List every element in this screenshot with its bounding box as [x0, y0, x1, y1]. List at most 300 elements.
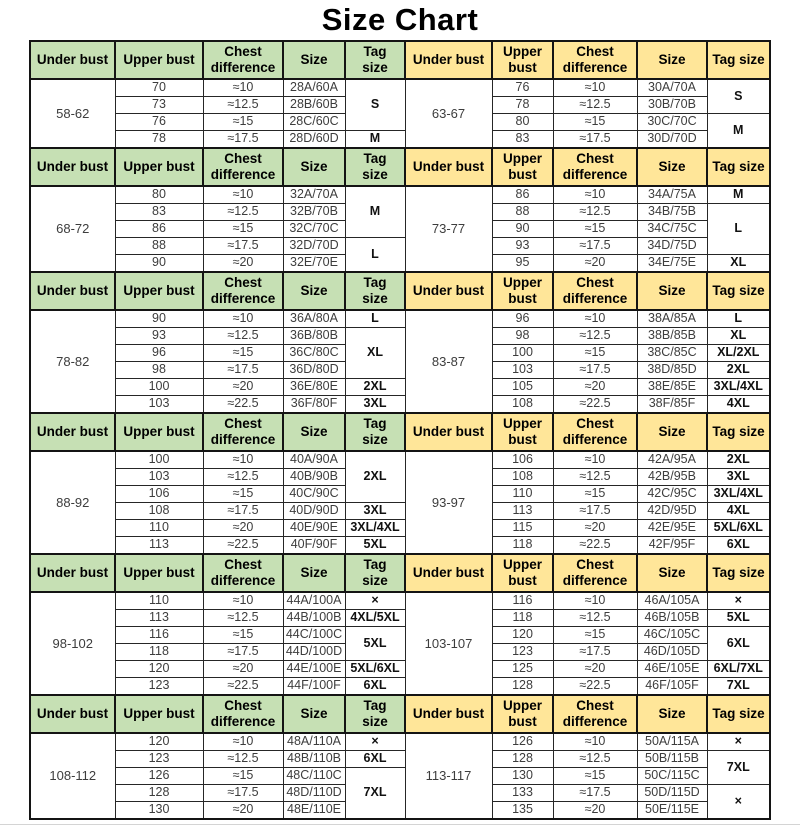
right-under-bust-range: 73-77 [405, 186, 492, 272]
right-under-bust-range: 63-67 [405, 79, 492, 148]
header-left-under-bust: Under bust [30, 554, 115, 592]
size-value: 40A/90A [283, 451, 345, 469]
header-left-size: Size [283, 272, 345, 310]
size-value: 38E/85E [637, 379, 707, 396]
upper-bust-value: 80 [115, 186, 203, 204]
size-value: 46C/105C [637, 627, 707, 644]
tag-size-value: 6XL [345, 678, 405, 696]
upper-bust-value: 130 [115, 802, 203, 820]
size-value: 44D/100D [283, 644, 345, 661]
size-value: 46D/105D [637, 644, 707, 661]
left-under-bust-range: 68-72 [30, 186, 115, 272]
size-chart-table [29, 40, 771, 820]
upper-bust-value: 113 [115, 610, 203, 627]
header-left-tag-size: Tag size [345, 554, 405, 592]
size-chart-body [30, 41, 770, 819]
chest-difference-value: ≈10 [553, 310, 637, 328]
size-value: 36C/80C [283, 345, 345, 362]
chest-difference-value: ≈15 [203, 486, 283, 503]
header-right-size: Size [637, 554, 707, 592]
header-right-size: Size [637, 413, 707, 451]
section-header-row [30, 272, 770, 310]
upper-bust-value: 130 [492, 768, 553, 785]
upper-bust-value: 118 [115, 644, 203, 661]
chest-difference-value: ≈20 [553, 255, 637, 273]
left-under-bust-range: 88-92 [30, 451, 115, 554]
tag-size-value: × [345, 592, 405, 610]
upper-bust-value: 90 [115, 310, 203, 328]
upper-bust-value: 76 [492, 79, 553, 97]
chest-difference-value: ≈12.5 [553, 97, 637, 114]
upper-bust-value: 100 [492, 345, 553, 362]
size-value: 44C/100C [283, 627, 345, 644]
size-value: 36F/80F [283, 396, 345, 414]
header-right-tag-size: Tag size [707, 272, 770, 310]
tag-size-value: 3XL/4XL [707, 486, 770, 503]
header-right-under-bust: Under bust [405, 41, 492, 79]
header-right-under-bust: Under bust [405, 413, 492, 451]
size-value: 50B/115B [637, 751, 707, 768]
header-right-chest-difference: Chest difference [553, 272, 637, 310]
chest-difference-value: ≈15 [553, 345, 637, 362]
upper-bust-value: 93 [492, 238, 553, 255]
size-value: 48E/110E [283, 802, 345, 820]
size-value: 44B/100B [283, 610, 345, 627]
tag-size-value: M [345, 186, 405, 238]
size-value: 38B/85B [637, 328, 707, 345]
chest-difference-value: ≈17.5 [203, 131, 283, 149]
section-header-row [30, 554, 770, 592]
left-under-bust-range: 98-102 [30, 592, 115, 695]
data-row [30, 238, 770, 255]
chest-difference-value: ≈20 [553, 802, 637, 820]
data-row [30, 451, 770, 469]
upper-bust-value: 98 [115, 362, 203, 379]
chest-difference-value: ≈15 [203, 345, 283, 362]
header-left-tag-size: Tag size [345, 148, 405, 186]
tag-size-value: M [707, 114, 770, 149]
upper-bust-value: 120 [115, 661, 203, 678]
size-value: 50A/115A [637, 733, 707, 751]
chest-difference-value: ≈12.5 [553, 328, 637, 345]
upper-bust-value: 105 [492, 379, 553, 396]
chest-difference-value: ≈10 [203, 79, 283, 97]
tag-size-value: 3XL [345, 503, 405, 520]
size-value: 40C/90C [283, 486, 345, 503]
header-right-size: Size [637, 272, 707, 310]
tag-size-value: 3XL [707, 469, 770, 486]
tag-size-value: 6XL/7XL [707, 661, 770, 678]
header-right-size: Size [637, 41, 707, 79]
chest-difference-value: ≈17.5 [203, 644, 283, 661]
data-row [30, 733, 770, 751]
tag-size-value: 6XL [345, 751, 405, 768]
upper-bust-value: 80 [492, 114, 553, 131]
data-row [30, 768, 770, 785]
upper-bust-value: 103 [115, 469, 203, 486]
size-value: 48B/110B [283, 751, 345, 768]
header-left-upper-bust: Upper bust [115, 413, 203, 451]
chest-difference-value: ≈10 [203, 733, 283, 751]
size-value: 34B/75B [637, 204, 707, 221]
size-value: 46F/105F [637, 678, 707, 696]
tag-size-value: M [707, 186, 770, 204]
chest-difference-value: ≈10 [553, 186, 637, 204]
header-right-chest-difference: Chest difference [553, 554, 637, 592]
header-left-size: Size [283, 413, 345, 451]
header-left-upper-bust: Upper bust [115, 695, 203, 733]
size-value: 36D/80D [283, 362, 345, 379]
tag-size-value: 2XL [707, 362, 770, 379]
header-left-chest-difference: Chest difference [203, 272, 283, 310]
header-left-upper-bust: Upper bust [115, 554, 203, 592]
size-value: 40E/90E [283, 520, 345, 537]
data-row [30, 328, 770, 345]
upper-bust-value: 103 [115, 396, 203, 414]
upper-bust-value: 116 [492, 592, 553, 610]
data-row [30, 396, 770, 414]
upper-bust-value: 125 [492, 661, 553, 678]
size-value: 40B/90B [283, 469, 345, 486]
header-right-tag-size: Tag size [707, 148, 770, 186]
data-row [30, 661, 770, 678]
chest-difference-value: ≈15 [553, 114, 637, 131]
tag-size-value: S [707, 79, 770, 114]
chest-difference-value: ≈22.5 [553, 678, 637, 696]
header-right-tag-size: Tag size [707, 554, 770, 592]
tag-size-value: 5XL [345, 537, 405, 555]
chest-difference-value: ≈12.5 [203, 204, 283, 221]
upper-bust-value: 88 [492, 204, 553, 221]
size-chart-page [0, 2, 800, 817]
header-right-upper-bust: Upper bust [492, 272, 553, 310]
header-left-size: Size [283, 695, 345, 733]
left-under-bust-range: 78-82 [30, 310, 115, 413]
upper-bust-value: 128 [492, 678, 553, 696]
size-value: 44A/100A [283, 592, 345, 610]
upper-bust-value: 106 [115, 486, 203, 503]
size-value: 42F/95F [637, 537, 707, 555]
size-value: 50D/115D [637, 785, 707, 802]
tag-size-value: XL/2XL [707, 345, 770, 362]
data-row [30, 678, 770, 696]
chest-difference-value: ≈12.5 [203, 610, 283, 627]
header-left-under-bust: Under bust [30, 41, 115, 79]
data-row [30, 310, 770, 328]
upper-bust-value: 123 [115, 751, 203, 768]
size-value: 36A/80A [283, 310, 345, 328]
header-left-size: Size [283, 148, 345, 186]
header-left-chest-difference: Chest difference [203, 41, 283, 79]
size-value: 32B/70B [283, 204, 345, 221]
upper-bust-value: 108 [492, 469, 553, 486]
tag-size-value: 6XL [707, 537, 770, 555]
tag-size-value: L [707, 310, 770, 328]
size-value: 28A/60A [283, 79, 345, 97]
size-value: 42D/95D [637, 503, 707, 520]
chest-difference-value: ≈12.5 [553, 610, 637, 627]
chest-difference-value: ≈22.5 [203, 537, 283, 555]
chest-difference-value: ≈12.5 [553, 204, 637, 221]
tag-size-value: XL [345, 328, 405, 379]
data-row [30, 751, 770, 768]
data-row [30, 503, 770, 520]
chest-difference-value: ≈22.5 [203, 396, 283, 414]
chest-difference-value: ≈20 [553, 379, 637, 396]
tag-size-value: 4XL [707, 503, 770, 520]
upper-bust-value: 116 [115, 627, 203, 644]
size-value: 38D/85D [637, 362, 707, 379]
header-left-chest-difference: Chest difference [203, 554, 283, 592]
upper-bust-value: 135 [492, 802, 553, 820]
header-right-under-bust: Under bust [405, 554, 492, 592]
left-under-bust-range: 108-112 [30, 733, 115, 819]
upper-bust-value: 76 [115, 114, 203, 131]
size-value: 42E/95E [637, 520, 707, 537]
chest-difference-value: ≈17.5 [203, 362, 283, 379]
tag-size-value: 5XL [707, 610, 770, 627]
chest-difference-value: ≈15 [553, 768, 637, 785]
chest-difference-value: ≈15 [203, 114, 283, 131]
size-value: 30C/70C [637, 114, 707, 131]
header-left-upper-bust: Upper bust [115, 272, 203, 310]
size-value: 28D/60D [283, 131, 345, 149]
size-value: 32A/70A [283, 186, 345, 204]
header-right-size: Size [637, 695, 707, 733]
upper-bust-value: 123 [492, 644, 553, 661]
upper-bust-value: 90 [115, 255, 203, 273]
upper-bust-value: 120 [492, 627, 553, 644]
header-left-tag-size: Tag size [345, 272, 405, 310]
size-value: 38C/85C [637, 345, 707, 362]
upper-bust-value: 100 [115, 379, 203, 396]
upper-bust-value: 113 [115, 537, 203, 555]
chest-difference-value: ≈10 [553, 733, 637, 751]
upper-bust-value: 108 [115, 503, 203, 520]
chest-difference-value: ≈17.5 [553, 644, 637, 661]
chest-difference-value: ≈10 [553, 79, 637, 97]
tag-size-value: × [345, 733, 405, 751]
size-value: 32E/70E [283, 255, 345, 273]
chest-difference-value: ≈17.5 [553, 131, 637, 149]
chest-difference-value: ≈15 [203, 768, 283, 785]
size-value: 36B/80B [283, 328, 345, 345]
tag-size-value: 6XL [707, 627, 770, 661]
size-value: 34D/75D [637, 238, 707, 255]
data-row [30, 186, 770, 204]
header-left-chest-difference: Chest difference [203, 148, 283, 186]
tag-size-value: 2XL [345, 379, 405, 396]
chest-difference-value: ≈15 [553, 486, 637, 503]
size-value: 38A/85A [637, 310, 707, 328]
tag-size-value: 7XL [707, 678, 770, 696]
size-value: 28C/60C [283, 114, 345, 131]
chest-difference-value: ≈15 [203, 627, 283, 644]
chest-difference-value: ≈10 [203, 310, 283, 328]
size-value: 32D/70D [283, 238, 345, 255]
tag-size-value: S [345, 79, 405, 131]
upper-bust-value: 86 [115, 221, 203, 238]
upper-bust-value: 90 [492, 221, 553, 238]
header-right-chest-difference: Chest difference [553, 695, 637, 733]
upper-bust-value: 73 [115, 97, 203, 114]
header-left-tag-size: Tag size [345, 695, 405, 733]
left-under-bust-range: 58-62 [30, 79, 115, 148]
upper-bust-value: 110 [115, 592, 203, 610]
chest-difference-value: ≈17.5 [203, 785, 283, 802]
size-value: 46B/105B [637, 610, 707, 627]
section-header-row [30, 41, 770, 79]
upper-bust-value: 106 [492, 451, 553, 469]
upper-bust-value: 83 [115, 204, 203, 221]
size-value: 44E/100E [283, 661, 345, 678]
header-left-under-bust: Under bust [30, 413, 115, 451]
chest-difference-value: ≈15 [553, 221, 637, 238]
chest-difference-value: ≈17.5 [203, 238, 283, 255]
size-value: 40D/90D [283, 503, 345, 520]
upper-bust-value: 83 [492, 131, 553, 149]
tag-size-value: 3XL/4XL [345, 520, 405, 537]
chest-difference-value: ≈12.5 [203, 328, 283, 345]
header-right-chest-difference: Chest difference [553, 41, 637, 79]
header-right-upper-bust: Upper bust [492, 413, 553, 451]
tag-size-value: 3XL [345, 396, 405, 414]
header-right-upper-bust: Upper bust [492, 148, 553, 186]
upper-bust-value: 126 [492, 733, 553, 751]
tag-size-value: XL [707, 255, 770, 273]
chest-difference-value: ≈10 [553, 451, 637, 469]
chest-difference-value: ≈10 [203, 592, 283, 610]
upper-bust-value: 98 [492, 328, 553, 345]
header-right-tag-size: Tag size [707, 413, 770, 451]
right-under-bust-range: 93-97 [405, 451, 492, 554]
page-title: Size Chart [321, 2, 479, 37]
upper-bust-value: 118 [492, 610, 553, 627]
size-value: 32C/70C [283, 221, 345, 238]
upper-bust-value: 96 [492, 310, 553, 328]
upper-bust-value: 115 [492, 520, 553, 537]
upper-bust-value: 126 [115, 768, 203, 785]
chest-difference-value: ≈12.5 [203, 97, 283, 114]
size-value: 42C/95C [637, 486, 707, 503]
tag-size-value: 7XL [345, 768, 405, 820]
header-left-chest-difference: Chest difference [203, 695, 283, 733]
upper-bust-value: 96 [115, 345, 203, 362]
upper-bust-value: 70 [115, 79, 203, 97]
header-left-under-bust: Under bust [30, 695, 115, 733]
upper-bust-value: 128 [115, 785, 203, 802]
tag-size-value: 4XL [707, 396, 770, 414]
tag-size-value: 5XL/6XL [345, 661, 405, 678]
size-value: 36E/80E [283, 379, 345, 396]
chest-difference-value: ≈22.5 [553, 537, 637, 555]
tag-size-value: 5XL/6XL [707, 520, 770, 537]
header-right-under-bust: Under bust [405, 272, 492, 310]
upper-bust-value: 110 [115, 520, 203, 537]
chest-difference-value: ≈20 [203, 661, 283, 678]
header-left-size: Size [283, 41, 345, 79]
data-row [30, 131, 770, 149]
upper-bust-value: 133 [492, 785, 553, 802]
upper-bust-value: 100 [115, 451, 203, 469]
upper-bust-value: 123 [115, 678, 203, 696]
chest-difference-value: ≈17.5 [553, 785, 637, 802]
header-right-size: Size [637, 148, 707, 186]
data-row [30, 592, 770, 610]
tag-size-value: XL [707, 328, 770, 345]
upper-bust-value: 88 [115, 238, 203, 255]
upper-bust-value: 108 [492, 396, 553, 414]
chest-difference-value: ≈20 [203, 379, 283, 396]
size-value: 48A/110A [283, 733, 345, 751]
upper-bust-value: 86 [492, 186, 553, 204]
tag-size-value: 2XL [345, 451, 405, 503]
chest-difference-value: ≈20 [553, 520, 637, 537]
tag-size-value: 3XL/4XL [707, 379, 770, 396]
chest-difference-value: ≈22.5 [553, 396, 637, 414]
size-value: 50C/115C [637, 768, 707, 785]
size-value: 30D/70D [637, 131, 707, 149]
tag-size-value: L [345, 310, 405, 328]
header-right-tag-size: Tag size [707, 695, 770, 733]
data-row [30, 520, 770, 537]
header-right-upper-bust: Upper bust [492, 41, 553, 79]
upper-bust-value: 113 [492, 503, 553, 520]
size-value: 34E/75E [637, 255, 707, 273]
header-right-chest-difference: Chest difference [553, 148, 637, 186]
size-value: 48D/110D [283, 785, 345, 802]
chest-difference-value: ≈17.5 [203, 503, 283, 520]
tag-size-value: 5XL [345, 627, 405, 661]
tag-size-value: 7XL [707, 751, 770, 785]
upper-bust-value: 78 [492, 97, 553, 114]
chest-difference-value: ≈20 [553, 661, 637, 678]
chest-difference-value: ≈17.5 [553, 503, 637, 520]
chest-difference-value: ≈22.5 [203, 678, 283, 696]
data-row [30, 79, 770, 97]
right-under-bust-range: 83-87 [405, 310, 492, 413]
chest-difference-value: ≈20 [203, 802, 283, 820]
header-right-upper-bust: Upper bust [492, 695, 553, 733]
right-under-bust-range: 103-107 [405, 592, 492, 695]
chest-difference-value: ≈20 [203, 520, 283, 537]
chest-difference-value: ≈12.5 [203, 751, 283, 768]
chest-difference-value: ≈20 [203, 255, 283, 273]
chest-difference-value: ≈15 [553, 627, 637, 644]
upper-bust-value: 118 [492, 537, 553, 555]
size-value: 40F/90F [283, 537, 345, 555]
section-header-row [30, 148, 770, 186]
size-value: 34A/75A [637, 186, 707, 204]
tag-size-value: M [345, 131, 405, 149]
upper-bust-value: 78 [115, 131, 203, 149]
header-right-chest-difference: Chest difference [553, 413, 637, 451]
header-left-size: Size [283, 554, 345, 592]
chest-difference-value: ≈12.5 [553, 751, 637, 768]
data-row [30, 610, 770, 627]
chest-difference-value: ≈10 [203, 451, 283, 469]
right-under-bust-range: 113-117 [405, 733, 492, 819]
header-left-under-bust: Under bust [30, 272, 115, 310]
header-right-under-bust: Under bust [405, 148, 492, 186]
size-value: 38F/85F [637, 396, 707, 414]
chest-difference-value: ≈12.5 [553, 469, 637, 486]
data-row [30, 537, 770, 555]
size-value: 48C/110C [283, 768, 345, 785]
tag-size-value: L [345, 238, 405, 273]
header-right-tag-size: Tag size [707, 41, 770, 79]
size-value: 44F/100F [283, 678, 345, 696]
